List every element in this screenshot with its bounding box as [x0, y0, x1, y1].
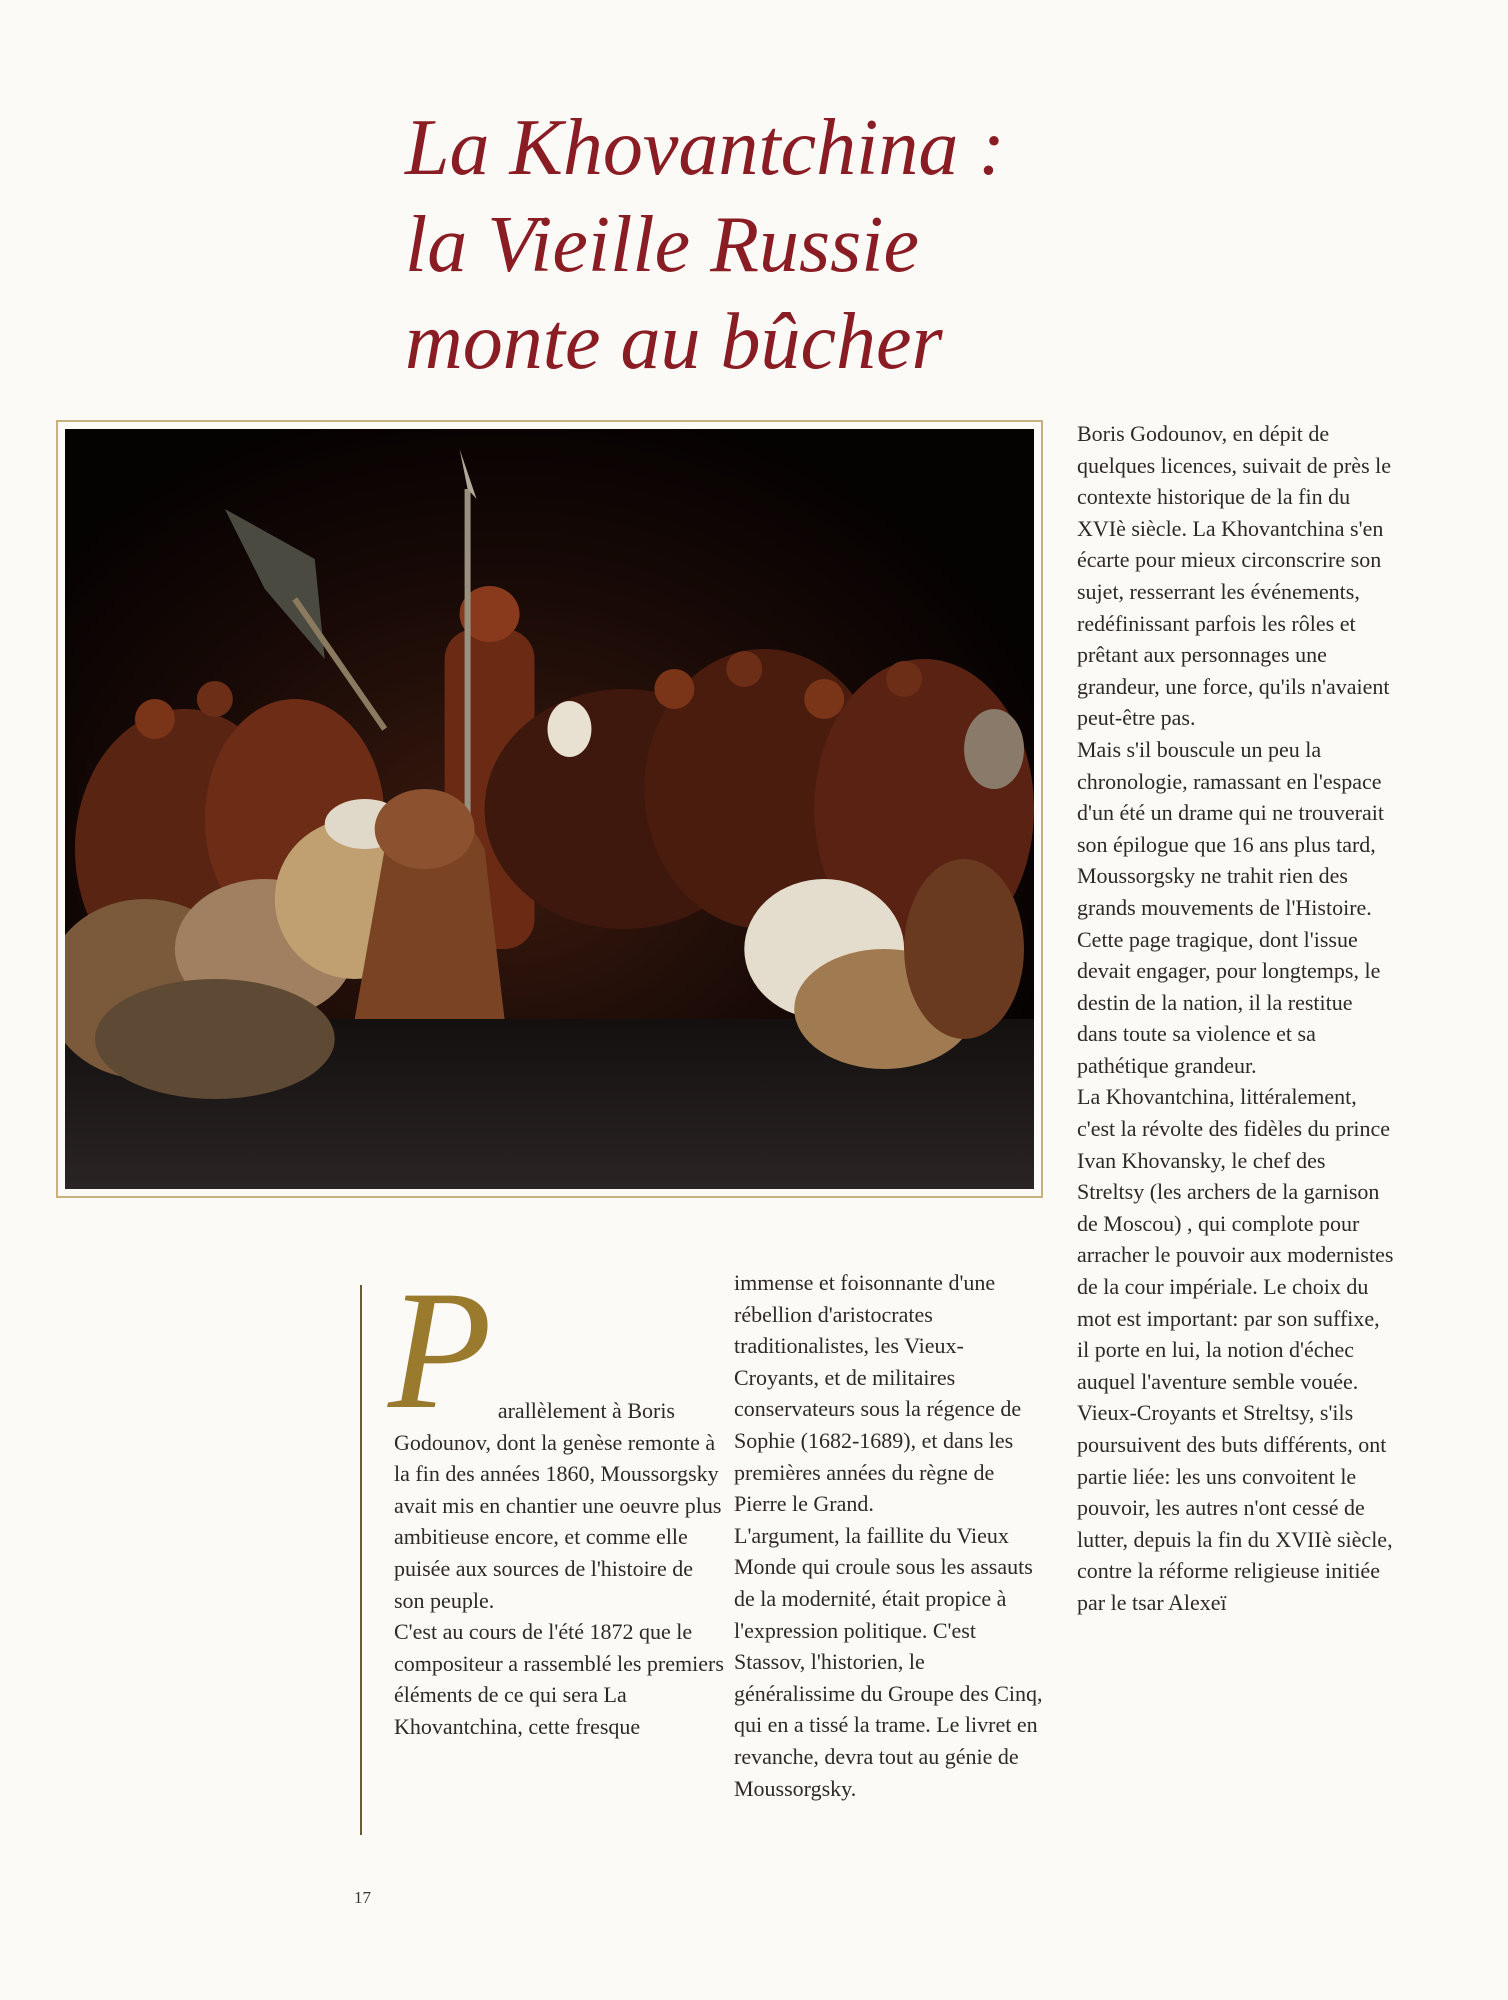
opera-stage-photo [56, 420, 1043, 1198]
text-column-left [360, 1256, 724, 1835]
title-line-3: monte au bûcher [405, 298, 943, 386]
title-line-2: la Vieille Russie [405, 201, 919, 289]
page-title [405, 100, 1305, 391]
paragraph: Mais s'il bouscule un peu la chronologie, ramassant en l'espace d'un été un drame qui ne trouverait son épilogue que 16 ans plus tard, Moussorgsky ne trahit rien des grands mouvements de l'Histoire. Cette page tragique, dont l'issue devait engager, pour longtemps, le destin de la nation, il la restitue dans toute sa violence et sa pathétique grandeur. [1077, 736, 1384, 1078]
stage-photo-illustration [65, 429, 1034, 1189]
paragraph: Boris Godounov, en dépit de quelques licences, suivait de près le contexte historique de la fin du XVIè siècle. La Khovantchina s'en écarte pour mieux circonscrire son sujet, resserrant les événements, redéfinissant parfois les rôles et prêtant aux personnages une grandeur, une force, qu'ils n'avaient peut-être pas. [1077, 421, 1392, 731]
drop-cap: P [388, 1256, 492, 1444]
title-line-1: La Khovantchina : [405, 104, 1005, 192]
paragraph: immense et foisonnante d'une rébellion d'aristocrates traditionalistes, les Vieux-Croyants, et de militaires conservateurs sous la régence de Sophie (1682-1689), et dans les premières années du règne de Pierre le Grand. [734, 1270, 1022, 1517]
text-column-middle [734, 1267, 1044, 1804]
page-number: 17 [354, 1888, 371, 1907]
paragraph: L'argument, la faillite du Vieux Monde qui croule sous les assauts de la modernité, était propice à l'expression politique. C'est Stassov, l'historien, le généralissime du Groupe des Cinq, qui en a tissé la trame. Le livret en revanche, devra tout au génie de Moussorgsky. [734, 1522, 1043, 1801]
paragraph: C'est au cours de l'été 1872 que le compositeur a rassemblé les premiers éléments de ce qui sera La Khovantchina, cette fresque [394, 1619, 724, 1739]
paragraph: La Khovantchina, littéralement, c'est la révolte des fidèles du prince Ivan Khovansky, le chef des Streltsy (les archers de la garnison de Moscou) , qui complote pour arracher le pouvoir aux modernistes de la cour impériale. Le choix du mot est important: par son suffixe, il porte en lui, la notion d'échec auquel l'aventure semble vouée. Vieux-Croyants et Streltsy, s'ils poursuivent des buts différents, ont partie liée: les uns convoitent le pouvoir, les autres n'ont cessé de lutter, depuis la fin du XVIIè siècle, contre la réforme religieuse initiée par le tsar Alexeï [1077, 1084, 1394, 1615]
text-column-right [1077, 418, 1397, 1619]
paragraph: arallèlement à Boris Godounov, dont la genèse remonte à la fin des années 1860, Moussorgsky avait mis en chantier une oeuvre plus ambitieuse encore, et comme elle puisée aux sources de l'histoire de son peuple. [394, 1398, 722, 1613]
